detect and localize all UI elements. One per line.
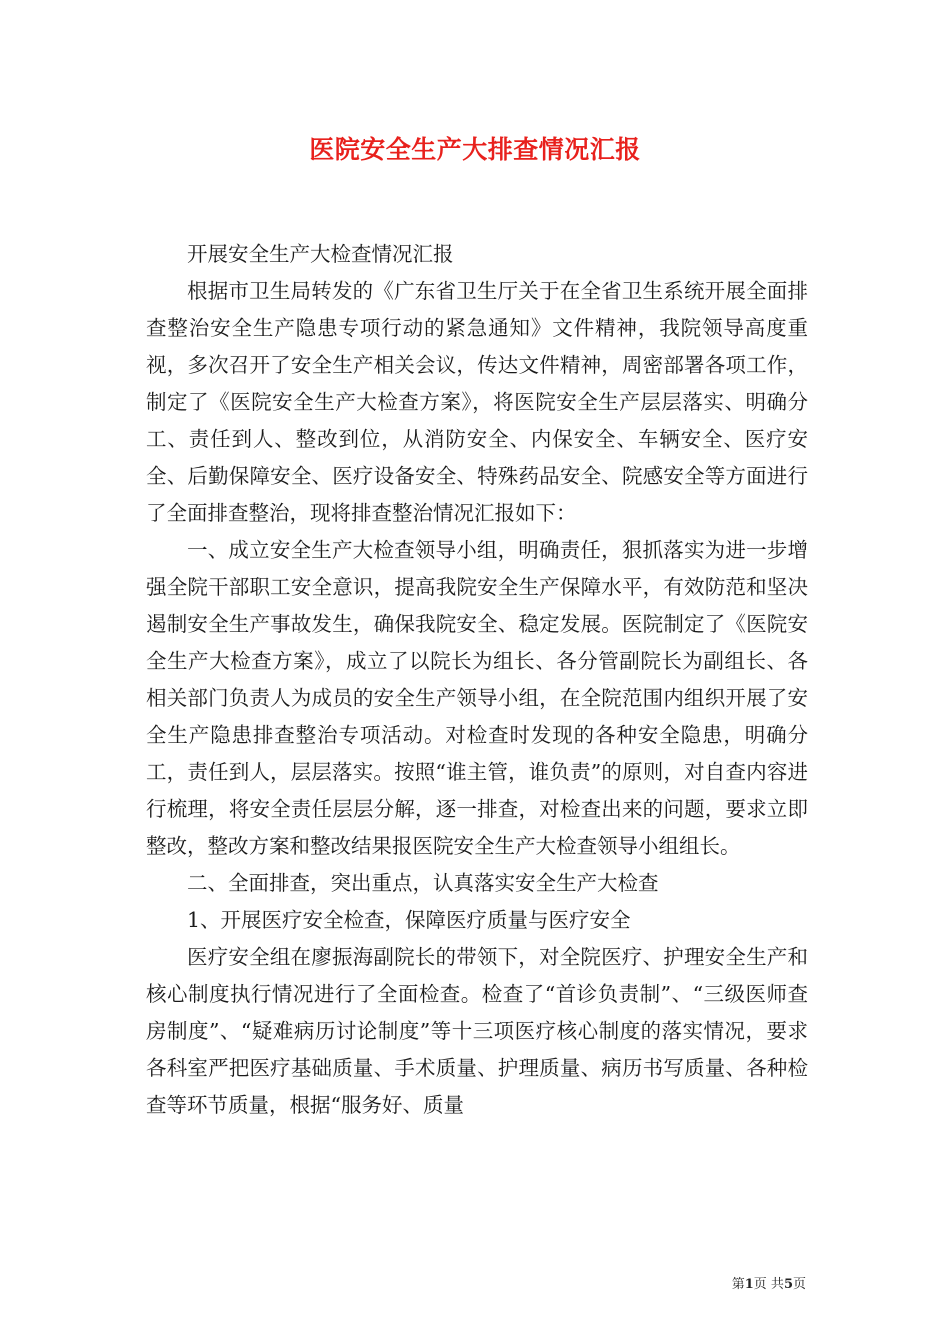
- page-footer: [600, 1276, 806, 1294]
- footer-prefix: 第: [731, 1277, 745, 1292]
- paragraph-section-2-heading: 二、全面排查，突出重点，认真落实安全生产大检查: [187, 871, 659, 895]
- paragraph-section-1: 一、成立安全生产大检查领导小组，明确责任，狠抓落实为进一步增强全院干部职工安全意识，提高我院安全生产保障水平，有效防范和坚决遏制安全生产事故发生，确保我院安全、稳定发展。医院制定了《医院安全生产大检查方案》，成立了以院长为组长、各分管副院长为副组长、各相关部门负责人为成员的安全生产领导小组，在全院范围内组织开展了安全生产隐患排查整治专项活动。对检查时发现的各种安全隐患，明确分工，责任到人，层层落实。按照“谁主管，谁负责”的原则，对自查内容进行梳理，将安全责任层层分解，逐一排查，对检查出来的问题，要求立即整改，整改方案和整改结果报医院安全生产大检查领导小组组长。: [146, 538, 808, 858]
- paragraph-intro: 根据市卫生局转发的《广东省卫生厅关于在全省卫生系统开展全面排查整治安全生产隐患专项行动的紧急通知》文件精神，我院领导高度重视，多次召开了安全生产相关会议，传达文件精神，周密部署各项工作，制定了《医院安全生产大检查方案》，将医院安全生产层层落实、明确分工、责任到人、整改到位，从消防安全、内保安全、车辆安全、医疗安全、后勤保障安全、医疗设备安全、特殊药品安全、院感安全等方面进行了全面排查整治，现将排查整治情况汇报如下：: [146, 279, 808, 525]
- paragraph-medical-safety: 医疗安全组在廖振海副院长的带领下，对全院医疗、护理安全生产和核心制度执行情况进行了全面检查。检查了“首诊负责制”、“三级医师查房制度”、“疑难病历讨论制度”等十三项医疗核心制度的落实情况，要求各科室严把医疗基础质量、手术质量、护理质量、病历书写质量、各种检查等环节质量，根据“服务好、质量: [146, 945, 808, 1117]
- footer-suffix: 页: [792, 1277, 806, 1292]
- footer-total-pages: 5: [783, 1277, 793, 1292]
- paragraph-subsection-1-heading: 1、开展医疗安全检查，保障医疗质量与医疗安全: [187, 908, 631, 932]
- document-title: 医院安全生产大排查情况汇报: [309, 135, 641, 164]
- footer-current-page: 1: [744, 1277, 754, 1292]
- footer-middle: 页 共: [753, 1277, 784, 1292]
- document-body: [146, 236, 808, 1124]
- paragraph-subtitle: 开展安全生产大检查情况汇报: [187, 242, 454, 266]
